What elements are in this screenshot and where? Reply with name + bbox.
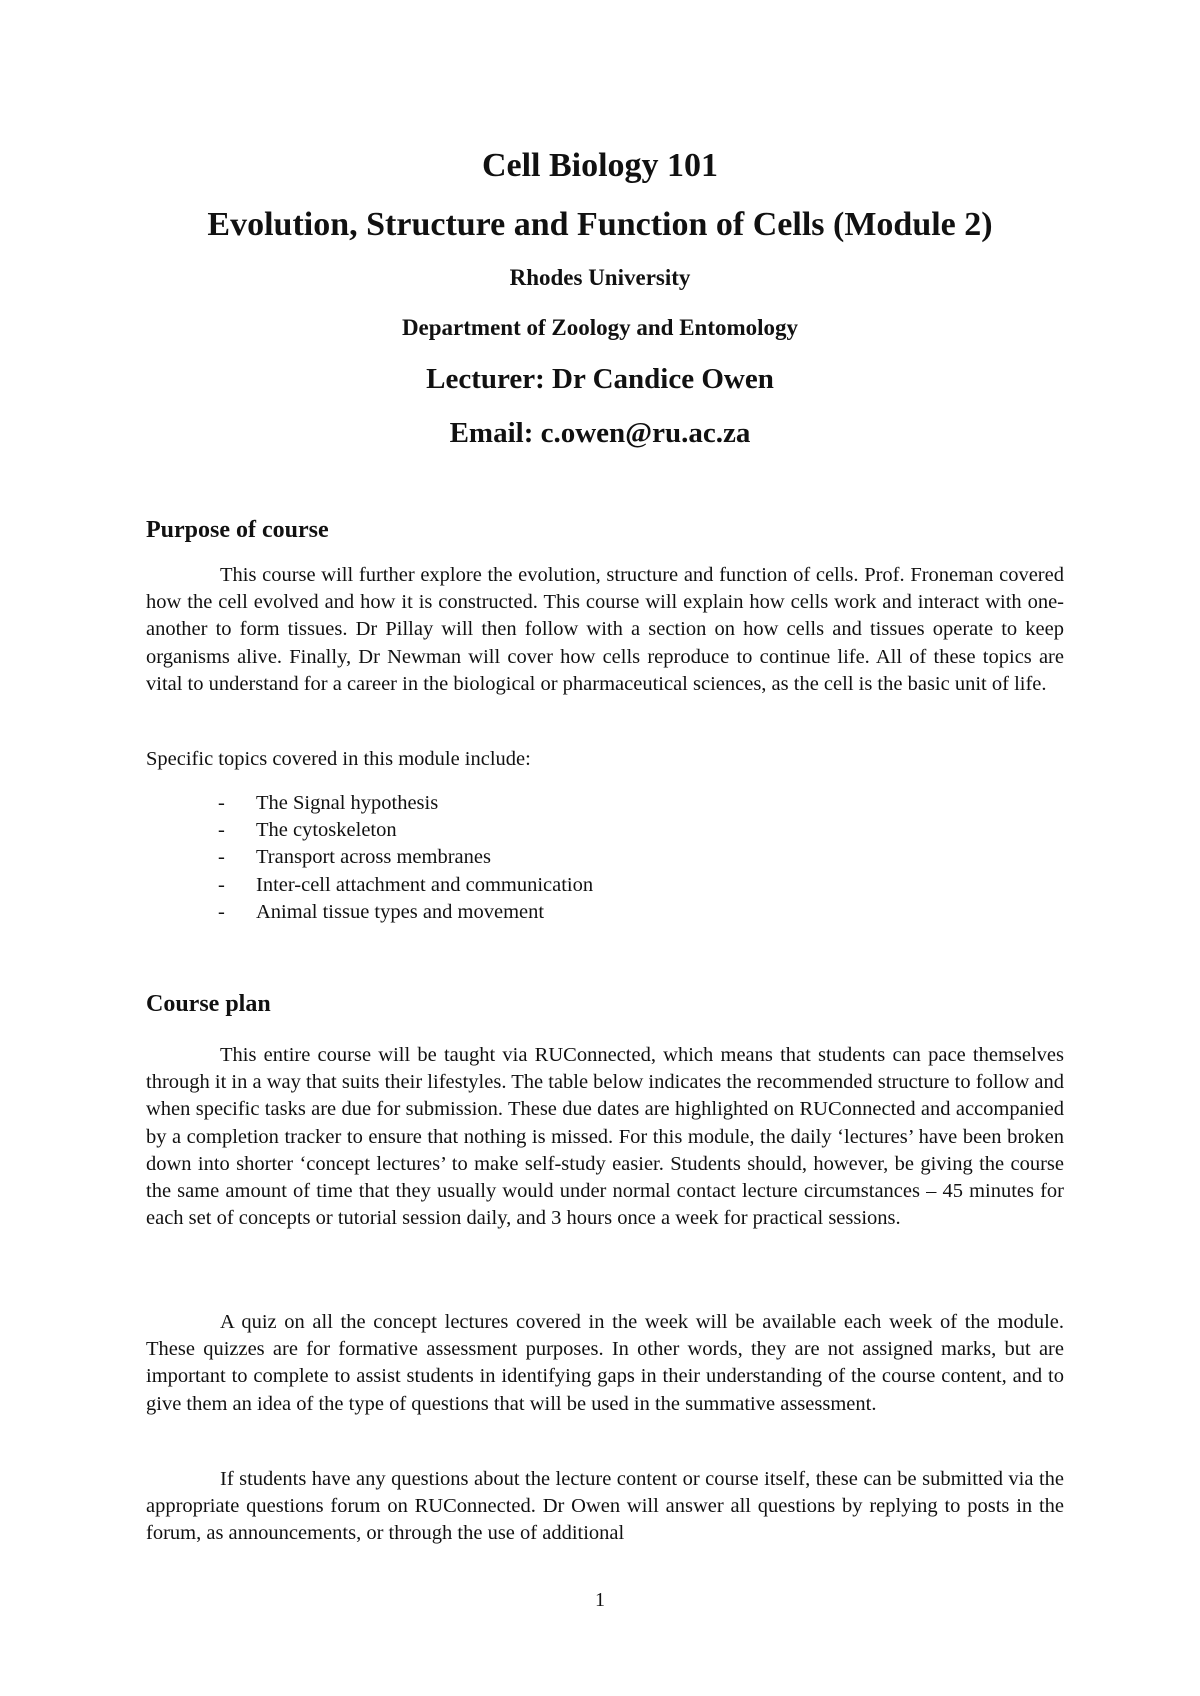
questions-paragraph: If students have any questions about the lecture content or course itself, these can be submitted via the appropriate questions forum on RUConnected. Dr Owen will answer all questions by replying to posts in the forum, as announcements, or through the use of additional [146,1468,1064,1545]
topic-text: Inter-cell attachment and communication [256,873,594,896]
list-item [218,899,593,926]
list-item [218,844,593,871]
lecturer-email: Email: c.owen@ru.ac.za [449,417,751,449]
list-item [218,817,593,844]
list-bullet: - [218,846,225,869]
topic-text: The cytoskeleton [256,819,397,842]
topic-text: Transport across membranes [256,846,491,869]
course-title: Cell Biology 101 [481,147,719,184]
department-name: Department of Zoology and Entomology [401,315,799,340]
topic-text: Animal tissue types and movement [256,900,545,923]
quiz-paragraph: A quiz on all the concept lectures covered in the week will be available each week of the module. These quizzes are for formative assessment purposes. In other words, they are not assigned marks, but are important to complete to assist students in identifying gaps in their understanding of the course content, and to give them an idea of the type of questions that will be used in the summative assessment. [146,1311,1064,1415]
lecturer-name: Lecturer: Dr Candice Owen [426,363,774,395]
purpose-heading: Purpose of course [146,517,329,543]
list-bullet: - [218,792,225,814]
list-item [218,790,593,817]
module-title: Evolution, Structure and Function of Cells (Module 2) [207,206,993,243]
course-plan-paragraph: This entire course will be taught via RUConnected, which means that students can pace themselves through it in a way that suits their lifestyles. The table below indicates the recommended structure to follow and when specific tasks are due for submission. These due dates are highlighted on RUConnected and accompanied by a completion tracker to ensure that nothing is missed. For this module, the daily ‘lectures’ have been broken down into shorter ‘concept lectures’ to make self-study easier. Students should, however, be giving the course the same amount of time that they usually would under normal contact lecture circumstances – 45 minutes for each set of concepts or tutorial session daily, and 3 hours once a week for practical sessions. [146,1044,1064,1230]
topics-intro: Specific topics covered in this module include: [146,748,531,770]
course-plan-heading: Course plan [146,991,271,1017]
list-bullet: - [218,900,225,923]
list-bullet: - [218,873,225,896]
topic-text: The Signal hypothesis [256,792,439,814]
purpose-paragraph: This course will further explore the evolution, structure and function of cells. Prof. Froneman covered how the cell evolved and how it is constructed. This course will explain how cells work and interact with one-another to form tissues. Dr Pillay will then follow with a section on how cells and tissues operate to keep organisms alive. Finally, Dr Newman will cover how cells reproduce to continue life. All of these topics are vital to understand for a career in the biological or pharmaceutical sciences, as the cell is the basic unit of life. [146,564,1064,695]
list-bullet: - [218,819,225,842]
list-item [218,872,593,899]
university-name: Rhodes University [509,265,691,290]
page-number: 1 [595,1589,605,1611]
topics-list [218,790,593,926]
